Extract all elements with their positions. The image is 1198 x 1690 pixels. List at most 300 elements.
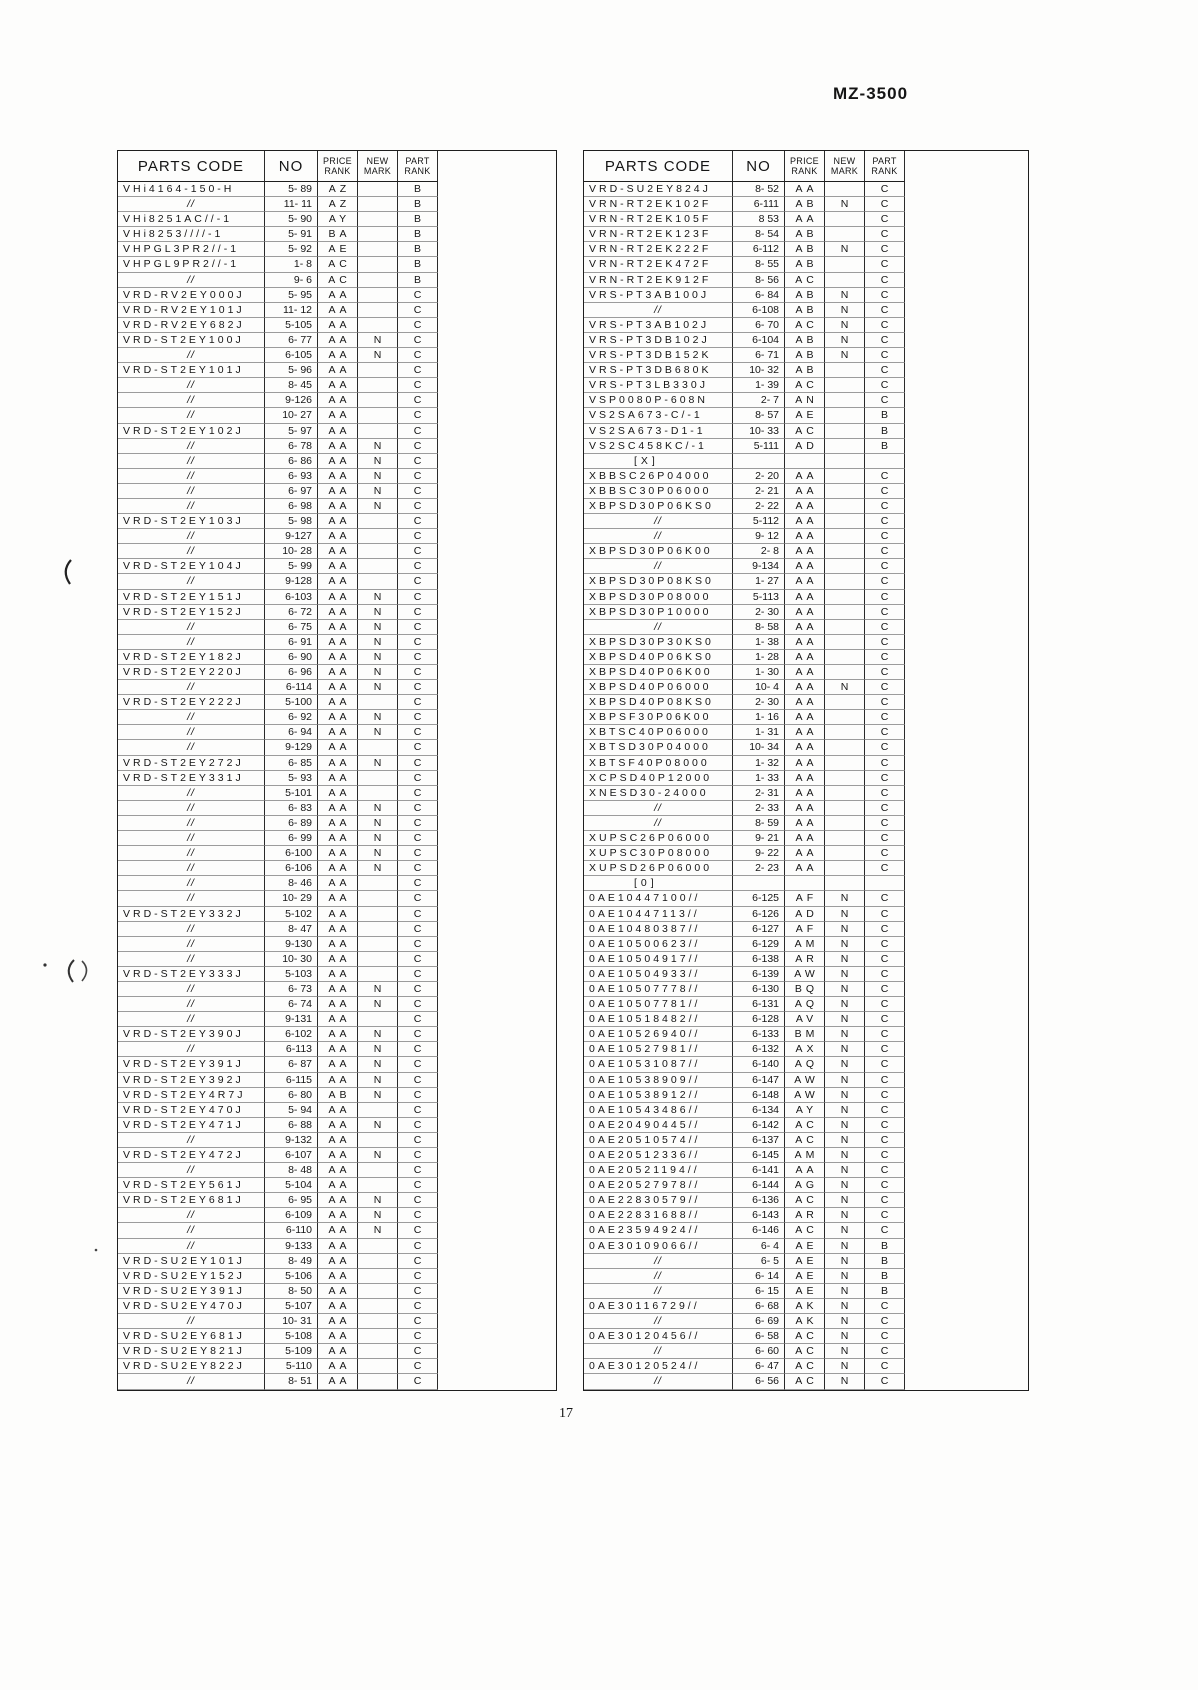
new-mark-cell: N <box>825 1239 865 1254</box>
parts-code-cell: 0AE20510574// <box>584 1133 733 1148</box>
part-rank-cell: C <box>398 1284 438 1299</box>
price-rank-cell: AA <box>318 1254 358 1269</box>
item-no-cell: 8- 47 <box>265 922 318 937</box>
table-row <box>584 574 1028 589</box>
part-rank-cell: C <box>398 891 438 906</box>
parts-code-cell: // <box>118 1239 265 1254</box>
new-mark-cell: N <box>825 1133 865 1148</box>
parts-code-cell: 0AE10504933// <box>584 967 733 982</box>
table-row <box>584 182 1028 197</box>
table-row <box>118 529 556 544</box>
new-mark-cell <box>825 635 865 650</box>
part-rank-cell: C <box>865 725 905 740</box>
price-rank-cell: AA <box>318 590 358 605</box>
part-rank-cell: C <box>398 1254 438 1269</box>
table-row <box>118 771 556 786</box>
new-mark-cell <box>825 499 865 514</box>
new-mark-cell <box>825 363 865 378</box>
model-number: MZ-3500 <box>833 84 909 103</box>
new-mark-cell: N <box>358 710 398 725</box>
item-no-cell: 9-126 <box>265 393 318 408</box>
part-rank-cell: C <box>865 393 905 408</box>
part-rank-cell: C <box>398 937 438 952</box>
table-row <box>584 333 1028 348</box>
parts-code-cell: VRD-ST2EY333J <box>118 967 265 982</box>
item-no-cell: 6- 90 <box>265 650 318 665</box>
parts-code-cell: VRN-RT2EK472F <box>584 257 733 272</box>
parts-code-cell: 0AE22831688// <box>584 1208 733 1223</box>
item-no-cell: 6- 84 <box>733 288 785 303</box>
new-mark-cell <box>358 1133 398 1148</box>
new-mark-cell: N <box>825 288 865 303</box>
new-mark-cell <box>825 756 865 771</box>
item-no-cell: 8- 51 <box>265 1374 318 1389</box>
parts-code-cell: VRD-SU2EY821J <box>118 1344 265 1359</box>
price-rank-cell: AB <box>785 288 825 303</box>
item-no-cell: 6- 60 <box>733 1344 785 1359</box>
part-rank-cell: C <box>398 997 438 1012</box>
parts-code-cell: VRS-PT3DB102J <box>584 333 733 348</box>
part-rank-cell: C <box>398 680 438 695</box>
part-rank-cell: B <box>398 212 438 227</box>
parts-code-cell: // <box>118 891 265 906</box>
table-row <box>584 469 1028 484</box>
price-rank-cell: AC <box>785 318 825 333</box>
part-rank-cell: C <box>865 1118 905 1133</box>
table-row <box>584 1057 1028 1072</box>
table-row <box>584 846 1028 861</box>
item-no-cell: 6-134 <box>733 1103 785 1118</box>
item-no-cell: 1- 16 <box>733 710 785 725</box>
part-rank-cell: C <box>865 1314 905 1329</box>
item-no-cell: 11- 12 <box>265 303 318 318</box>
table-row <box>584 922 1028 937</box>
new-mark-cell <box>825 393 865 408</box>
parts-code-cell: // <box>118 982 265 997</box>
part-rank-header-line2: RANK <box>871 166 898 176</box>
parts-code-cell: 0AE20527978// <box>584 1178 733 1193</box>
price-rank-cell: AA <box>318 303 358 318</box>
table-row <box>118 861 556 876</box>
new-mark-cell <box>358 1163 398 1178</box>
part-rank-cell: C <box>865 620 905 635</box>
part-rank-cell: C <box>398 529 438 544</box>
parts-code-cell: 0AE10543486// <box>584 1103 733 1118</box>
price-rank-cell: AA <box>318 499 358 514</box>
part-rank-cell: C <box>865 499 905 514</box>
parts-code-cell: VS2SA673-D1-1 <box>584 424 733 439</box>
price-rank-cell: AA <box>785 484 825 499</box>
parts-code-cell: // <box>584 559 733 574</box>
parts-code-cell: VHPGL9PR2//-1 <box>118 257 265 272</box>
new-mark-cell <box>358 1254 398 1269</box>
table-row <box>584 212 1028 227</box>
price-rank-header-line2: RANK <box>324 166 351 176</box>
new-mark-cell: N <box>358 846 398 861</box>
new-mark-cell <box>825 590 865 605</box>
part-rank-cell: C <box>865 1088 905 1103</box>
table-row <box>118 1284 556 1299</box>
item-no-cell: 9- 22 <box>733 846 785 861</box>
parts-code-cell: // <box>118 635 265 650</box>
price-rank-cell: AE <box>785 1254 825 1269</box>
part-rank-cell: C <box>398 967 438 982</box>
item-no-cell: 8- 57 <box>733 408 785 423</box>
part-rank-cell: B <box>398 182 438 197</box>
part-rank-cell: C <box>865 1073 905 1088</box>
parts-code-cell: // <box>118 544 265 559</box>
table-row <box>584 348 1028 363</box>
new-mark-cell <box>358 1269 398 1284</box>
item-no-cell: 5- 89 <box>265 182 318 197</box>
item-no-cell: 2- 33 <box>733 801 785 816</box>
part-rank-cell: C <box>398 771 438 786</box>
parts-code-cell: VRD-ST2EY100J <box>118 333 265 348</box>
price-rank-cell: AC <box>785 1344 825 1359</box>
item-no-cell: 5- 96 <box>265 363 318 378</box>
price-rank-cell: AA <box>785 831 825 846</box>
item-no-cell: 5-110 <box>265 1359 318 1374</box>
table-row <box>118 242 556 257</box>
table-row <box>118 197 556 212</box>
part-rank-cell: C <box>865 484 905 499</box>
price-rank-cell: AA <box>318 891 358 906</box>
table-row <box>584 786 1028 801</box>
new-mark-cell <box>825 227 865 242</box>
table-row <box>584 1329 1028 1344</box>
price-rank-cell: AA <box>318 710 358 725</box>
table-row <box>584 771 1028 786</box>
parts-code-cell: 0AE10507778// <box>584 982 733 997</box>
item-no-cell: 6-146 <box>733 1223 785 1238</box>
parts-code-cell: // <box>118 1223 265 1238</box>
parts-code-cell: XBPSD40P06K00 <box>584 665 733 680</box>
new-mark-cell: N <box>358 484 398 499</box>
parts-code-cell: // <box>118 680 265 695</box>
table-row <box>118 1073 556 1088</box>
price-rank-cell: AA <box>785 740 825 755</box>
new-mark-cell <box>825 424 865 439</box>
item-no-cell: 1- 27 <box>733 574 785 589</box>
parts-code-cell: VRD-ST2EY272J <box>118 756 265 771</box>
table-row <box>118 831 556 846</box>
table-row <box>584 559 1028 574</box>
price-rank-cell: AA <box>318 559 358 574</box>
price-rank-cell: AB <box>785 303 825 318</box>
parts-code-cell: 0AE30120524// <box>584 1359 733 1374</box>
parts-code-cell: // <box>584 1269 733 1284</box>
price-rank-cell: AA <box>785 514 825 529</box>
price-rank-cell: AA <box>785 695 825 710</box>
price-rank-cell: AC <box>785 1359 825 1374</box>
new-mark-cell: N <box>825 1027 865 1042</box>
new-mark-cell <box>358 891 398 906</box>
parts-code-cell: // <box>118 393 265 408</box>
new-mark-cell <box>358 363 398 378</box>
price-rank-cell: AB <box>785 227 825 242</box>
item-no-cell: 8- 54 <box>733 227 785 242</box>
item-no-cell: 1- 28 <box>733 650 785 665</box>
price-rank-cell: AA <box>318 620 358 635</box>
item-no-cell: 9-132 <box>265 1133 318 1148</box>
item-no-cell: 5- 97 <box>265 424 318 439</box>
price-rank-cell: AC <box>785 378 825 393</box>
new-mark-cell <box>358 257 398 272</box>
new-mark-cell: N <box>825 1359 865 1374</box>
part-rank-cell: C <box>398 846 438 861</box>
parts-code-cell: 0AE10447100// <box>584 891 733 906</box>
part-rank-cell: B <box>865 408 905 423</box>
parts-code-cell: VRS-PT3AB102J <box>584 318 733 333</box>
table-row <box>584 544 1028 559</box>
part-rank-cell: C <box>865 197 905 212</box>
empty-cell <box>825 876 865 891</box>
parts-code-cell: 0AE10500623// <box>584 937 733 952</box>
parts-code-cell: // <box>118 1314 265 1329</box>
new-mark-cell <box>358 197 398 212</box>
price-rank-cell: AA <box>318 439 358 454</box>
parts-code-cell: // <box>118 801 265 816</box>
price-rank-cell: AA <box>318 1012 358 1027</box>
new-mark-cell: N <box>358 635 398 650</box>
table-row <box>584 1269 1028 1284</box>
new-mark-cell <box>825 544 865 559</box>
new-mark-cell <box>825 378 865 393</box>
part-rank-cell: C <box>865 786 905 801</box>
parts-code-cell: // <box>118 439 265 454</box>
price-rank-cell: AC <box>785 1374 825 1389</box>
table-row <box>584 665 1028 680</box>
parts-code-cell: XBPSF30P06K00 <box>584 710 733 725</box>
table-row <box>118 1223 556 1238</box>
new-mark-cell: N <box>825 967 865 982</box>
part-rank-cell: C <box>398 982 438 997</box>
parts-code-cell: VRS-PT3DB152K <box>584 348 733 363</box>
part-rank-cell: C <box>865 257 905 272</box>
item-no-cell: 1- 8 <box>265 257 318 272</box>
item-no-cell: 6-145 <box>733 1148 785 1163</box>
part-rank-cell: C <box>865 378 905 393</box>
table-row <box>118 1208 556 1223</box>
price-rank-cell: AA <box>785 756 825 771</box>
parts-code-cell: VRD-RV2EY682J <box>118 318 265 333</box>
price-rank-cell: AV <box>785 1012 825 1027</box>
item-no-cell: 11- 11 <box>265 197 318 212</box>
item-no-cell: 10- 27 <box>265 408 318 423</box>
new-mark-cell <box>825 695 865 710</box>
new-mark-cell: N <box>358 1148 398 1163</box>
parts-code-cell: XBPSD30P08KS0 <box>584 574 733 589</box>
new-mark-cell <box>358 227 398 242</box>
item-no-cell: 6- 70 <box>733 318 785 333</box>
new-mark-cell: N <box>825 1299 865 1314</box>
table-row <box>584 1344 1028 1359</box>
new-mark-cell: N <box>358 1027 398 1042</box>
item-no-cell: 6-111 <box>733 197 785 212</box>
new-mark-cell: N <box>358 1073 398 1088</box>
price-rank-cell: AY <box>318 212 358 227</box>
item-no-cell: 6- 87 <box>265 1057 318 1072</box>
parts-code-cell: VRS-PT3LB330J <box>584 378 733 393</box>
item-no-cell: 6- 68 <box>733 1299 785 1314</box>
parts-code-cell: 0AE22830579// <box>584 1193 733 1208</box>
parts-code-cell: // <box>118 831 265 846</box>
item-no-cell: 1- 33 <box>733 771 785 786</box>
parts-code-cell: // <box>118 861 265 876</box>
parts-code-cell: // <box>118 710 265 725</box>
new-mark-cell <box>358 182 398 197</box>
price-rank-cell: AA <box>785 574 825 589</box>
price-rank-cell: AM <box>785 1148 825 1163</box>
parts-code-cell: XBPSD30P06K00 <box>584 544 733 559</box>
price-rank-header-line1: PRICE <box>322 155 352 166</box>
part-rank-cell: C <box>865 801 905 816</box>
part-rank-cell: C <box>398 1133 438 1148</box>
part-rank-cell: C <box>865 665 905 680</box>
table-row <box>584 1299 1028 1314</box>
new-mark-cell: N <box>825 1193 865 1208</box>
new-mark-cell <box>825 831 865 846</box>
table-row <box>584 725 1028 740</box>
price-rank-cell: AA <box>318 1163 358 1178</box>
new-mark-cell <box>358 212 398 227</box>
price-rank-cell: AA <box>785 529 825 544</box>
new-mark-cell <box>358 1239 398 1254</box>
table-row <box>584 378 1028 393</box>
new-mark-cell <box>825 786 865 801</box>
part-rank-cell: C <box>398 876 438 891</box>
price-rank-cell: AA <box>318 1314 358 1329</box>
parts-code-cell: 0AE30116729// <box>584 1299 733 1314</box>
new-mark-cell <box>358 242 398 257</box>
item-no-cell: 6-100 <box>265 846 318 861</box>
part-rank-header-line1: PART <box>405 155 430 166</box>
price-rank-cell: AA <box>318 1103 358 1118</box>
part-rank-cell: C <box>398 786 438 801</box>
new-mark-cell: N <box>825 333 865 348</box>
parts-code-cell: VRD-ST2EY392J <box>118 1073 265 1088</box>
table-row <box>584 710 1028 725</box>
new-mark-cell: N <box>358 831 398 846</box>
part-rank-cell: C <box>865 695 905 710</box>
price-rank-cell: AR <box>785 1208 825 1223</box>
item-no-cell: 6-115 <box>265 1073 318 1088</box>
parts-code-cell: VRD-ST2EY681J <box>118 1193 265 1208</box>
table-row <box>118 257 556 272</box>
item-no-cell: 6-131 <box>733 997 785 1012</box>
price-rank-cell: AA <box>785 469 825 484</box>
table-row <box>584 393 1028 408</box>
item-no-cell: 6- 73 <box>265 982 318 997</box>
item-no-cell: 5-102 <box>265 907 318 922</box>
part-rank-cell: C <box>865 907 905 922</box>
item-no-cell: 5-101 <box>265 786 318 801</box>
table-row <box>118 891 556 906</box>
part-rank-cell: C <box>398 695 438 710</box>
item-no-cell: 1- 30 <box>733 665 785 680</box>
parts-code-cell: VRN-RT2EK123F <box>584 227 733 242</box>
new-mark-cell <box>358 1359 398 1374</box>
price-rank-cell: AA <box>785 212 825 227</box>
price-rank-cell: AE <box>785 1239 825 1254</box>
parts-code-cell: 0AE20521194// <box>584 1163 733 1178</box>
table-row <box>584 1284 1028 1299</box>
item-no-cell: 5- 98 <box>265 514 318 529</box>
part-rank-cell: C <box>865 318 905 333</box>
item-no-cell: 6-112 <box>733 242 785 257</box>
item-no-cell: 5-107 <box>265 1299 318 1314</box>
part-rank-cell: C <box>865 1223 905 1238</box>
part-rank-cell: C <box>865 288 905 303</box>
new-mark-header <box>825 151 865 182</box>
new-mark-cell: N <box>825 1012 865 1027</box>
new-mark-cell <box>825 816 865 831</box>
price-rank-cell: AA <box>318 348 358 363</box>
part-rank-cell: C <box>865 771 905 786</box>
price-rank-cell: AA <box>318 922 358 937</box>
parts-code-cell: XBTSF40P08000 <box>584 756 733 771</box>
part-rank-cell: C <box>398 439 438 454</box>
item-no-cell: 6- 75 <box>265 620 318 635</box>
item-no-cell: 8- 49 <box>265 1254 318 1269</box>
table-row <box>118 1193 556 1208</box>
parts-code-cell: // <box>118 454 265 469</box>
price-rank-cell: AA <box>318 1073 358 1088</box>
new-mark-cell <box>358 695 398 710</box>
part-rank-cell: C <box>398 1208 438 1223</box>
item-no-cell: 6- 72 <box>265 605 318 620</box>
new-mark-cell: N <box>358 333 398 348</box>
part-rank-cell: C <box>398 1042 438 1057</box>
table-row <box>118 907 556 922</box>
table-row <box>118 1254 556 1269</box>
table-row <box>584 424 1028 439</box>
table-row <box>584 288 1028 303</box>
item-no-cell: 6- 15 <box>733 1284 785 1299</box>
parts-code-cell: // <box>584 529 733 544</box>
parts-code-cell: XCPSD40P12000 <box>584 771 733 786</box>
table-row <box>584 620 1028 635</box>
new-mark-cell <box>825 469 865 484</box>
parts-code-cell: // <box>118 273 265 288</box>
table-row <box>584 1042 1028 1057</box>
item-no-cell: 1- 38 <box>733 635 785 650</box>
part-rank-cell: C <box>398 801 438 816</box>
part-rank-cell: C <box>865 1344 905 1359</box>
new-mark-cell <box>358 1374 398 1389</box>
part-rank-cell: C <box>865 363 905 378</box>
price-rank-cell: AA <box>318 650 358 665</box>
price-rank-cell: AA <box>785 635 825 650</box>
part-rank-cell: C <box>865 1012 905 1027</box>
part-rank-cell: B <box>865 1254 905 1269</box>
price-rank-cell: AA <box>318 680 358 695</box>
price-rank-cell: AD <box>785 907 825 922</box>
price-rank-cell: AB <box>785 242 825 257</box>
price-rank-cell: AA <box>318 967 358 982</box>
part-rank-cell: C <box>398 725 438 740</box>
table-row <box>584 952 1028 967</box>
parts-code-cell: VRD-ST2EY390J <box>118 1027 265 1042</box>
part-rank-cell: C <box>398 650 438 665</box>
table-row <box>584 227 1028 242</box>
part-rank-cell: C <box>865 680 905 695</box>
new-mark-cell: N <box>825 997 865 1012</box>
item-no-cell: 6-148 <box>733 1088 785 1103</box>
part-rank-cell: C <box>398 740 438 755</box>
item-no-cell: 10- 31 <box>265 1314 318 1329</box>
part-rank-cell: C <box>865 227 905 242</box>
